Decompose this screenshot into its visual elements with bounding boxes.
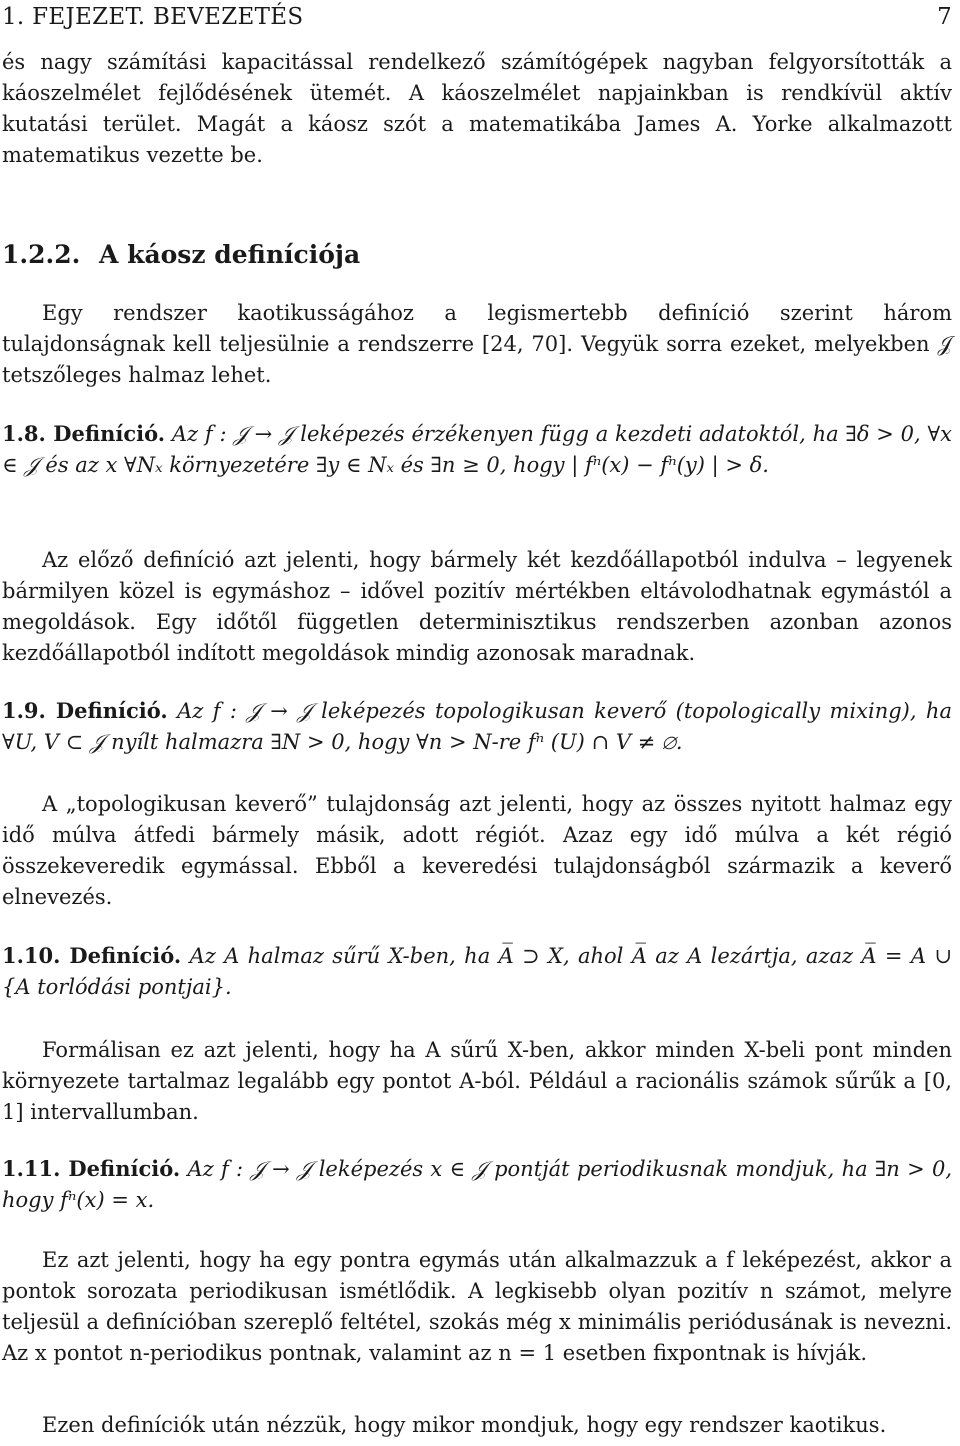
definition-label: 1.9. Definíció.: [2, 698, 168, 723]
running-header: [0, 0, 952, 34]
paragraph-after-1-8: Az előző definíció azt jelenti, hogy bármely két kezdőállapotból indulva – legyenek bármilyen közel is egymáshoz – idővel pozitív mértékben eltávolodhatnak egymástól a megoldások. Egy időtől független determinisztikus rendszerben azonban azonos kezdőállapotból indított megoldások mindig azonosak maradnak.: [2, 548, 952, 665]
paragraph-after-1-9: A „topologikusan keverő” tulajdonság azt jelenti, hogy az összes nyitott halmaz egy idő múlva átfedi bármely másik, adott régiót. Azaz egy idő múlva a két régió összekeveredik egymással. Ebből a keveredési tulajdonságból származik a keverő elnevezés.: [2, 792, 952, 909]
definition-text: Az f : 𝒥 → 𝒥 leképezés érzékenyen függ a kezdeti adatoktól, ha ∃δ > 0, ∀x ∈ 𝒥 és az x ∀Nₓ környezetére ∃y ∈ Nₓ és ∃n ≥ 0, hogy | fⁿ(x) − fⁿ(y) | > δ.: [2, 422, 952, 477]
section-title: A káosz definíciója: [99, 240, 361, 269]
definition-label: 1.8. Definíció.: [2, 421, 166, 446]
paragraph-after-1-10: Formálisan ez azt jelenti, hogy ha A sűrű X-ben, akkor minden X-beli pont minden környezete tartalmaz legalább egy pontot A-ból. Például a racionális számok sűrűk a [0, 1] intervallumban.: [2, 1038, 952, 1124]
section-number: 1.2.2.: [2, 240, 81, 269]
definition-label: 1.11. Definíció.: [2, 1156, 181, 1181]
chapter-title: 1. FEJEZET. BEVEZETÉS: [2, 4, 304, 30]
section-intro-paragraph: Egy rendszer kaotikusságához a legismertebb definíció szerint három tulajdonságnak kell teljesülnie a rendszerre [24, 70]. Vegyük sorra ezeket, melyekben 𝒥 tetszőleges halmaz lehet.: [2, 301, 952, 387]
intro-paragraph: és nagy számítási kapacitással rendelkező számítógépek nagyban felgyorsították a káoszelmélet fejlődésének ütemét. A káoszelmélet napjainkban is rendkívül aktív kutatási terület. Magát a káosz szót a matematikába James A. Yorke alkalmazott matematikus vezette be.: [2, 50, 952, 167]
definition-text: Az f : 𝒥 → 𝒥 leképezés x ∈ 𝒥 pontját periodikusnak mondjuk, ha ∃n > 0, hogy fⁿ(x) = x.: [2, 1157, 952, 1212]
paragraph-after-1-11: Ez azt jelenti, hogy ha egy pontra egymás után alkalmazzuk a f leképezést, akkor a pontok sorozata periodikusan ismétlődik. A legkisebb olyan pozitív n számot, melyre teljesül a definícióban szereplő feltétel, szokás még x minimális periódusának is nevezni. Az x pontot n-periodikus pontnak, valamint az n = 1 esetben fixpontnak is hívják.: [2, 1248, 952, 1365]
definition-1-9: [2, 695, 952, 758]
definition-text: Az A halmaz sűrű X-ben, ha A̅ ⊃ X, ahol A̅ az A lezártja, azaz A̅ = A ∪ {A torlódási pontjai}.: [2, 944, 952, 999]
definition-text: Az f : 𝒥 → 𝒥 leképezés topologikusan keverő (topologically mixing), ha ∀U, V ⊂ 𝒥 nyílt halmazra ∃N > 0, hogy ∀n > N-re fⁿ (U) ∩ V ≠ ∅.: [2, 699, 952, 754]
section-heading: [2, 238, 360, 272]
definition-1-11: [2, 1153, 952, 1216]
page-number: 7: [937, 4, 952, 30]
definition-1-10: [2, 940, 952, 1003]
definition-label: 1.10. Definíció.: [2, 943, 182, 968]
closing-paragraph: Ezen definíciók után nézzük, hogy mikor mondjuk, hogy egy rendszer kaotikus.: [42, 1413, 887, 1437]
definition-1-8: [2, 418, 952, 481]
